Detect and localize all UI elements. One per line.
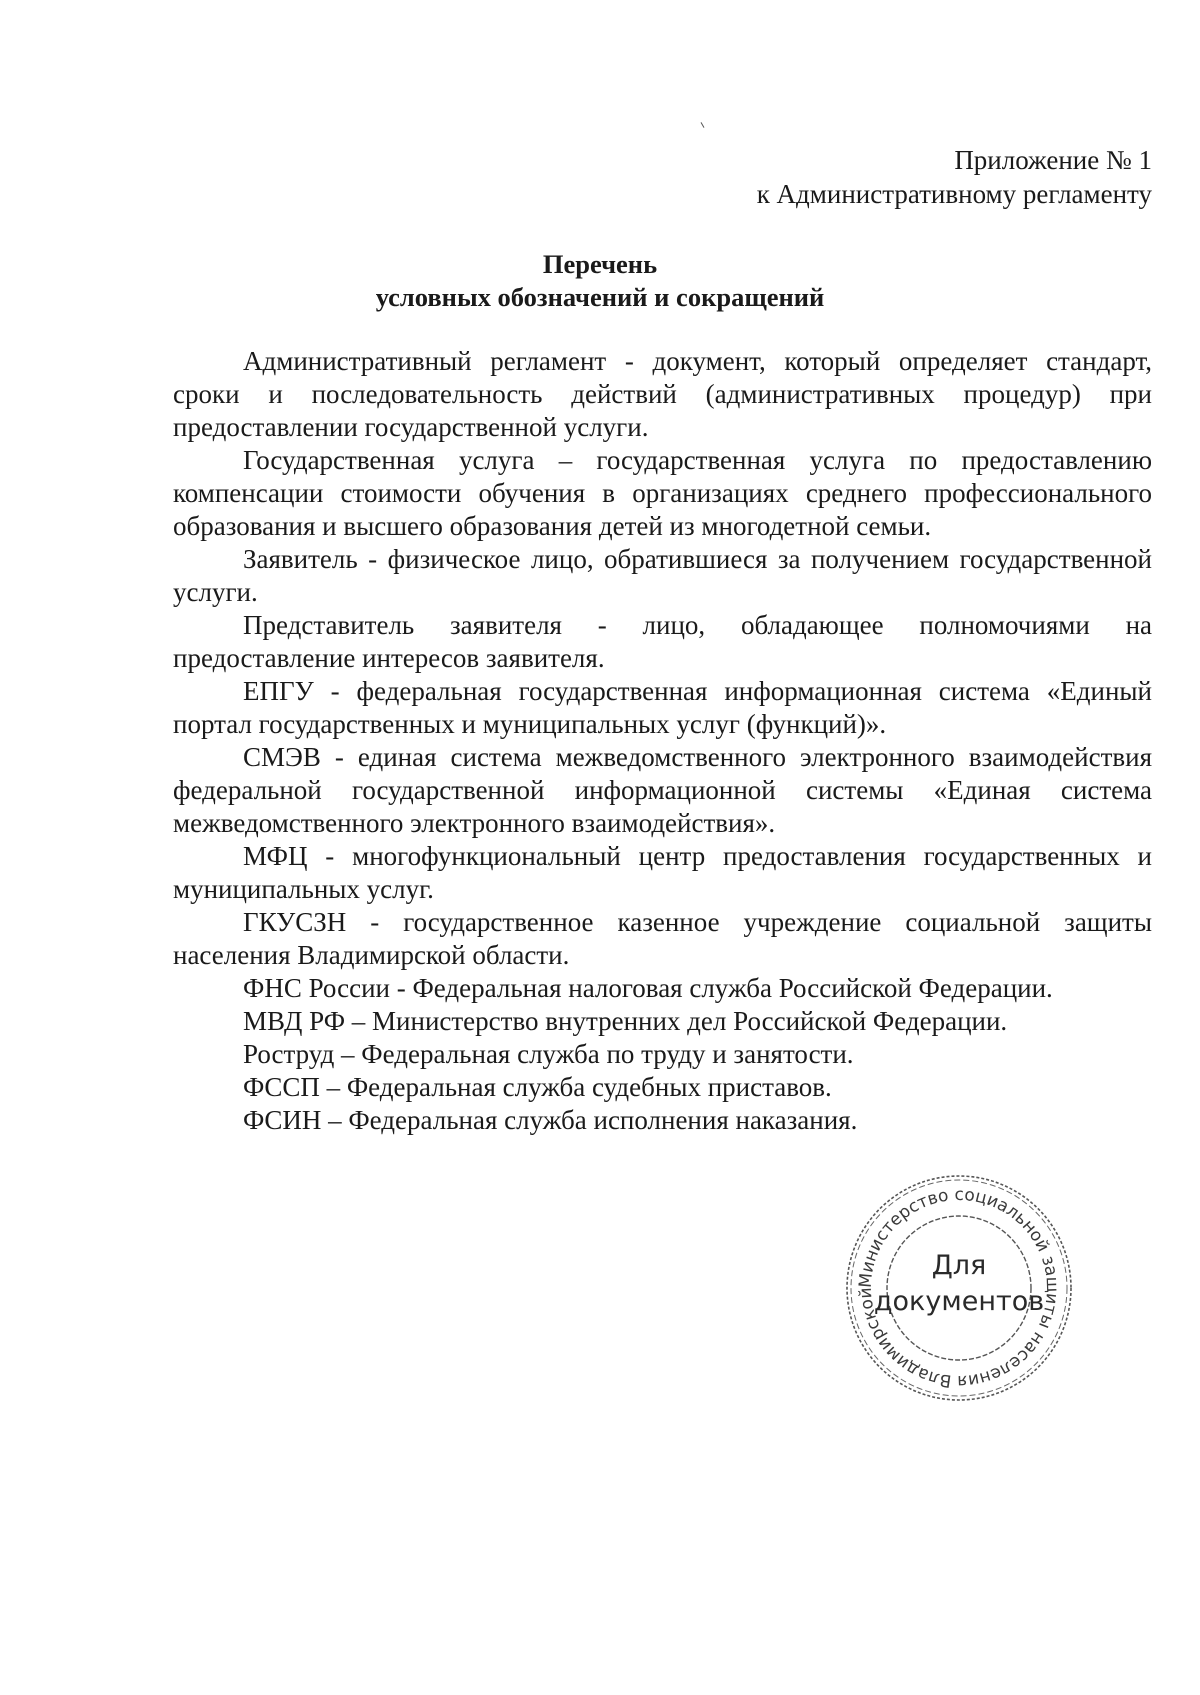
definition-paragraph: ГКУСЗН - государственное казенное учреждение социальной защиты населения Владимирской области. [173,907,1152,970]
document-title [0,248,1200,314]
title-line-2: условных обозначений и сокращений [375,282,825,312]
definition-paragraph: Административный регламент - документ, который определяет стандарт, сроки и последовательность действий (административных процедур) при предоставлении государственной услуги. [173,346,1152,442]
stamp-ring-textpath: Министерство социальной защиты населения Владимирской [855,1184,1063,1392]
stamp-center-line-1: Для [931,1250,987,1281]
official-stamp [843,1172,1075,1404]
definition-paragraph: СМЭВ - единая система межведомственного электронного взаимодействия федеральной государственной информационной системы «Единая система межведомственного электронного взаимодействия». [173,742,1152,838]
title-line-1: Перечень [542,249,658,279]
stamp-center-line-2: документов [873,1286,1045,1317]
attachment-number: Приложение № 1 [954,145,1152,175]
definition-paragraph: Государственная услуга – государственная услуга по предоставлению компенсации стоимости обучения в организациях среднего профессионального образования и высшего образования детей из многодетной семьи. [173,445,1152,541]
definition-paragraph: Заявитель - физическое лицо, обратившиеся за получением государственной услуги. [173,544,1152,607]
definitions-list [173,345,1152,1137]
definition-paragraph: ФССП – Федеральная служба судебных приставов. [243,1072,832,1102]
definition-paragraph: МВД РФ – Министерство внутренних дел Российской Федерации. [243,1006,1008,1036]
definition-paragraph: Представитель заявителя - лицо, обладающее полномочиями на предоставление интересов заявителя. [173,610,1152,673]
definition-paragraph: ФСИН – Федеральная служба исполнения наказания. [243,1105,858,1135]
attachment-header [757,143,1152,211]
scan-mark [701,122,705,128]
attachment-reference: к Административному регламенту [756,179,1152,209]
definition-paragraph: Роструд – Федеральная служба по труду и занятости. [243,1039,854,1069]
definition-paragraph: ЕПГУ - федеральная государственная информационная система «Единый портал государственных и муниципальных услуг (функций)». [173,676,1152,739]
definition-paragraph: МФЦ - многофункциональный центр предоставления государственных и муниципальных услуг. [173,841,1152,904]
definition-paragraph: ФНС России - Федеральная налоговая служба Российской Федерации. [243,973,1053,1003]
